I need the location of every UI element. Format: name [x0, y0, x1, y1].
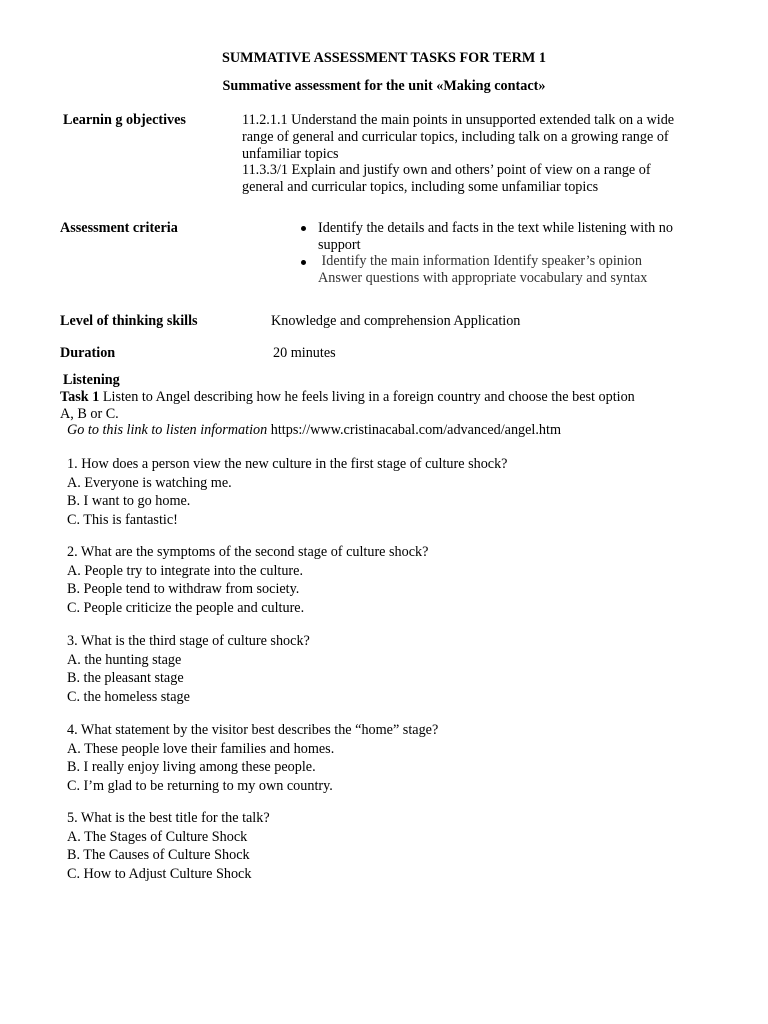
objectives-line: unfamiliar topics [242, 145, 339, 162]
answer-option: B. The Causes of Culture Shock [67, 847, 250, 864]
bullet-icon [301, 226, 306, 231]
answer-option: A. People try to integrate into the culture. [67, 562, 303, 579]
answer-option: B. the pleasant stage [67, 670, 184, 687]
answer-option: B. I want to go home. [67, 493, 191, 510]
question-block [67, 543, 747, 617]
listening-heading: Listening [63, 372, 120, 388]
task-line [60, 389, 750, 406]
objectives-label: Learnin g objectives [63, 112, 186, 128]
objectives-text [242, 112, 742, 196]
answer-option: A. The Stages of Culture Shock [67, 828, 248, 845]
question-block [67, 809, 747, 883]
link-url[interactable]: https://www.cristinacabal.com/advanced/angel.htm [267, 422, 561, 438]
criteria-label: Assessment criteria [60, 220, 178, 236]
answer-option: A. the hunting stage [67, 651, 182, 668]
objectives-line: range of general and curricular topics, including talk on a growing range of [242, 128, 669, 145]
answer-option: C. People criticize the people and culture. [67, 599, 305, 616]
answer-option: C. How to Adjust Culture Shock [67, 865, 252, 882]
question-block [67, 632, 747, 706]
document-title: SUMMATIVE ASSESSMENT TASKS FOR TERM 1 [222, 50, 546, 66]
objectives-line: 11.2.1.1 Understand the main points in unsupported extended talk on a wide [242, 112, 675, 128]
duration-value: 20 minutes [273, 345, 336, 361]
answer-option: B. People tend to withdraw from society. [67, 581, 300, 598]
criteria-line: Answer questions with appropriate vocabulary and syntax [318, 269, 648, 286]
answer-option: B. I really enjoy living among these people. [67, 759, 316, 776]
criteria-line: Identify the main information Identify speaker’s opinion [318, 253, 642, 269]
link-prefix: Go to this link to listen information [67, 422, 268, 438]
question-text: 3. What is the third stage of culture shock? [67, 633, 310, 649]
criteria-line: Identify the details and facts in the text while listening with no [318, 220, 673, 236]
answer-option: A. These people love their families and homes. [67, 740, 335, 757]
question-block [67, 721, 747, 795]
answer-option: C. the homeless stage [67, 688, 190, 705]
task-instructions [60, 389, 750, 423]
criteria-item-2 [318, 253, 738, 287]
answer-option: C. I’m glad to be returning to my own country. [67, 777, 333, 794]
objectives-line: 11.3.3/1 Explain and justify own and others’ point of view on a range of [242, 162, 651, 179]
objectives-line: general and curricular topics, including some unfamiliar topics [242, 179, 599, 196]
question-text: 2. What are the symptoms of the second stage of culture shock? [67, 544, 429, 560]
task-line: A, B or C. [60, 405, 119, 422]
thinking-value: Knowledge and comprehension Application [271, 313, 521, 329]
criteria-item-1 [318, 220, 738, 254]
answer-option: A. Everyone is watching me. [67, 474, 232, 491]
bullet-icon [301, 260, 306, 265]
task-text: Listen to Angel describing how he feels living in a foreign country and choose the best option [99, 389, 635, 405]
link-line [67, 422, 561, 439]
question-block [67, 455, 747, 529]
question-text: 5. What is the best title for the talk? [67, 810, 270, 826]
criteria-line: support [318, 236, 361, 253]
question-text: 1. How does a person view the new culture in the first stage of culture shock? [67, 456, 508, 472]
thinking-label: Level of thinking skills [60, 313, 198, 329]
answer-option: C. This is fantastic! [67, 511, 178, 528]
duration-label: Duration [60, 345, 116, 361]
document-subtitle: Summative assessment for the unit «Making contact» [222, 78, 546, 94]
task-label: Task 1 [60, 389, 100, 405]
question-text: 4. What statement by the visitor best describes the “home” stage? [67, 722, 439, 738]
